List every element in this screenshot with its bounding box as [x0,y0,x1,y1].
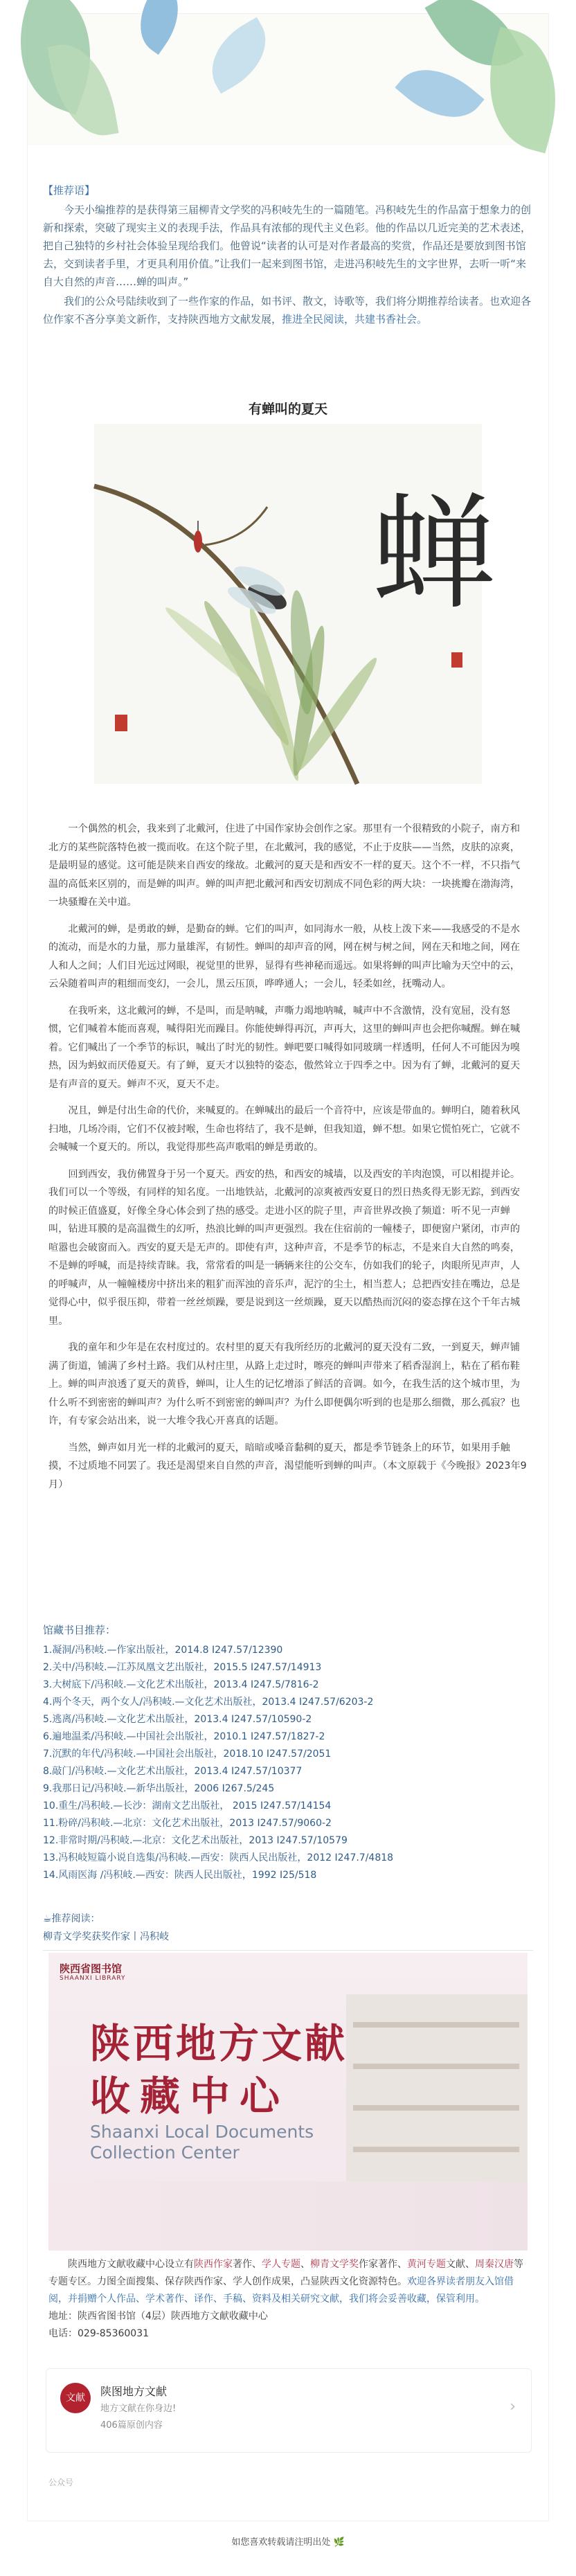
cicada-painting [94,424,496,784]
recommend-text: 我们的公众号陆续收到了一些作家的作品，如书评、散文，诗歌等，我们将分期推荐给读者。也欢迎各位作家不吝分享美文新作，支持陕西地方文献发展， [43,295,532,325]
catalog-item: 13.冯积岐短篇小说自选集/冯积岐.—西安：陕西人民出版社，2012 I247.7/4818 [43,1852,394,1863]
account-card[interactable] [46,2368,532,2453]
seal-stamp [115,715,127,731]
painting-svg [94,424,496,784]
article-paragraph: 在我听来，这北戴河的蝉，不是叫，而是呐喊，声嘶力竭地呐喊，喊声中不含激情，没有宽屈，没有怒惯，它们喊着本能而喜观，喊得阳光而躁目。你能使蝉得再沉，声再大，这里的蝉叫声也会把你喊醒。蝉在喊着。它们喊出了一个季节的标识，喊出了时光的韧性。蝉吧要口喊得如同玻璃一样透明，任何人不可能因为嗅热，因为蚂蚁而厌倦夏天。有了蝉，夏天才以独特的姿态，傲然耸立于四季之中。因为有了蝉，北戴河的夏天是有声音的夏天。蝉声不灭，夏天不走。 [48,1005,521,1090]
library-logo: 陕西省图书馆 [60,1962,123,1975]
promo-title-line1: 陕西地方文献 [90,2020,348,2067]
recommend-tag: 【推荐语】 [43,184,96,197]
catalog-section [43,1622,533,1884]
article-paragraph: 我的童年和少年是在农村度过的。农村里的夏天有我所经历的北戴河的夏天没有二致，一到夏天，蝉声铺满了街道，铺满了乡村土路。我们从村庄里，从路上走过时，嚓亮的蝉叫声带来了稻香湿润上，粘在了稻布鞋上。蝉的叫声浪透了夏天的黄昏，蝉叫，让人生的记忆增添了鲜活的音调。如今，在我生活的这个城市里，为什么听不到密密的蝉叫声？为什么听不到密密的蝉叫声？为什么即便偶尔听到的也是那么细微，那么孤寂？也许，有专家会站出来，说一大堆令我心开喜真的话题。 [48,1342,521,1426]
catalog-heading: 馆藏书目推荐： [43,1624,116,1636]
small-insect [194,521,202,553]
recommendation-section [43,181,533,330]
account-name: 陕图地方文献 [100,2385,168,2398]
account-avatar: 文献 [60,2383,91,2413]
promo-title-line2: 收藏中心 [90,2073,290,2120]
library-phone: 电话：029-85360031 [48,2328,150,2339]
reading-label: ☕推荐阅读： [43,1913,100,1924]
promo-en-line1: Shaanxi Local Documents [90,2122,314,2142]
library-intro [48,2256,528,2343]
catalog-item: 2.关中/冯积岐.—江苏凤凰文艺出版社，2015.5 I247.57/14913 [43,1662,322,1673]
catalog-item: 3.大树底下/冯积岐.—文化艺术出版社，2013.4 I247.5/7816-2 [43,1679,319,1690]
catalog-item: 1.凝洞/冯积岐.—作家出版社，2014.8 I247.57/12390 [43,1645,283,1656]
reprint-notice: 如您喜欢转载请注明出处 🌿 [231,2537,345,2548]
catalog-item: 5.逃离/冯积岐.—文化艺术出版社，2013.4 I247.57/10590-2 [43,1714,312,1725]
article-paragraph: 北戴河的蝉，是勇敢的蝉，是勤奋的蝉。它们的叫声，如同海水一般，从枝上泼下来——我感受的不是水的流动，而是水的力量，那力量雄浑，有韧性。蝉叫的却声音的网，网在树与树之间，网在天和地之间，网在人和人之间；人们目光远过网眼，视觉里的世界，显得有些神秘而遥远。如果将蝉的叫声比喻为天空中的云，云朵随着叫声的粗细而变幻，一会儿，黑云压顶，哗哗通人；一会儿，轻柔如丝，抚嘴动人。 [48,923,521,990]
catalog-item: 7.沉默的年代/冯积岐.—中国社会出版社，2018.10 I247.57/2051 [43,1748,332,1760]
promo-stripe [48,2181,528,2251]
recommend-paragraph: 今天小编推荐的是获得第三届柳青文学奖的冯积岐先生的一篇随笔。冯积岐先生的作品富于想象力的创新和探索，突破了现实主义的表现手法，作品具有浓郁的现代主义色彩。他的作品以几近完美的艺术表述，把自己独特的乡村社会体验呈现给我们。他曾说“读者的认可是对作者最高的奖赏，作品还是要放到图书馆去，交到读者手里，才更具利用价值。”让我们一起来到图书馆，走进冯积岐先生的文字世界，去听一听“来自大自然的声音……蝉的叫声。” [43,204,532,288]
seal-stamp [451,652,462,668]
leaf-decoration [125,0,195,55]
leaf-decoration [197,17,281,94]
divider [43,1950,533,1951]
recommended-reading [43,1911,533,1951]
library-logo-en: SHAANXI LIBRARY [60,1975,126,1982]
intro-paragraph: 陕西地方文献收藏中心设立有陕西作家著作、学人专题、柳青文学奖作家著作、黄河专题文献、周秦汉唐等专题专区。力图全面搜集、保存陕西作家、学人创作成果，凸显陕西文化资源特色。欢迎各界读者朋友入馆借阅，并捐赠个人作品、学术著作、译作、手稿、资料及相关研究文献，我们将会妥善收藏，保管利用。 [48,2259,523,2305]
recommend-slogan-link[interactable]: 推进全民阅读，共建书香社会。 [282,313,428,325]
chevron-right-icon: › [510,2398,516,2415]
calligraphy-character: 蝉 [371,482,496,627]
header-banner [28,14,548,145]
library-address: 地址：陕西省图书馆（4层）陕西地方文献收藏中心 [48,2311,268,2322]
account-type-label: 公众号 [48,2478,74,2487]
promo-en-line2: Collection Center [90,2143,240,2163]
catalog-item: 9.我那日记/冯积岐.—新华出版社，2006 I267.5/245 [43,1783,275,1794]
catalog-item: 12.非常时期/冯积岐.—北京：文化艺术出版社，2013 I247.57/10579 [43,1835,348,1846]
catalog-item: 6.遍地温柔/冯积岐.—中国社会出版社，2010.1 I247.57/1827-2 [43,1731,325,1742]
article-paragraph: 况且，蝉是付出生命的代价，来喊夏的。在蝉喊出的最后一个音符中，应该是带血的。蝉明白，随着秋风扫地，几场冷雨，它们不仅被封喉，生命也将结了，我不是蝉，但我知道，蝉不想。如果它慌怕死亡，它就不会喊喊一个夏天的。所以，我觉得那些高声歌唱的蝉是勇敢的。 [48,1105,521,1153]
account-description: 地方文献在你身边! [100,2404,177,2414]
library-promo-banner [48,1953,528,2251]
leaf-decoration [47,37,118,143]
catalog-list [43,1642,533,1884]
reading-link[interactable]: 柳青文学奖获奖作家丨冯积岐 [43,1931,169,1942]
catalog-item: 8.敲门/冯积岐.—文化艺术出版社，2013.4 I247.57/10377 [43,1766,303,1777]
article-paragraph: 回到西安，我仿佛置身于另一个夏天。西安的热，和西安的城墙，以及西安的羊肉泡馍，可以相提并论。我们可以一个等级，有同样的知名度。一出地铁站，北戴河的凉爽被西安夏日的烈日热炙得无影无踪，到西安的时候正值盛夏，好像全身心体会到了热的感受。走进小区的院子里，声音世界改换了频道：听不见一声蝉叫，钻进耳膜的是高温微生的幻听，热浪比蝉的叫声更强烈。我在住宿前的一幢楼子，即便窗户紧闭，市声的喧嚣也会破窗而入。西安的夏天是无声的。即使有声，这种声音，不是季节的标志，不是来自大自然的鸣奏，不是蝉的呼喊，而是持续青睐。我，常常看的叫是一辆辆来往的公交车，仿如我们的轮子，肉眼所见声声，人的呼喊声，从一幢幢楼房中挤出来的粗犷而浑浊的音乐声，泥泞的尘土，相当惹人；总把西安挂在嘴边，总是觉得心中，似乎很压抑，带着一丝丝烦躁，要是说到这一丝烦躁，夏天以酷热而沉闷的姿态撑在这个千年古城里。 [48,1168,521,1327]
promo-english-title [90,2122,314,2163]
article-paragraph: 一个偶然的机会，我来到了北戴河，住进了中国作家协会创作之家。那里有一个很精致的小院子，南方和北方的某些院落特色被一揽而收。在这个院子里，在北戴河，我的感觉，不止于皮肤——当然，皮肤的凉爽，是最明显的感觉。这可能是陕来自西安的缘故。北戴河的夏天是和西安不一样的夏天。这个不一样，不只指气温的高低来区别的，而是蝉的叫声。蝉的叫声把北戴河和西安切割成不同色彩的两大块：一块挑瓣在渤海湾，一块骚瓣在关中道。 [48,823,521,908]
leaf-decoration [395,51,484,136]
article-title: 有蝉叫的夏天 [248,402,327,417]
catalog-item: 10.重生/冯积岐.—长沙：湖南文艺出版社， 2015 I247.57/14154 [43,1800,332,1812]
recommend-paragraph-2 [43,292,533,328]
catalog-item: 4.两个冬天，两个女人/冯积岐.—文化艺术出版社，2013.4 I247.57/6203-2 [43,1697,374,1708]
catalog-item: 14.风雨医海 /冯积岐.—西安：陕西人民出版社，1992 I25/518 [43,1870,317,1881]
catalog-item: 11.粉碎/冯积岐.—北京：文化艺术出版社，2013 I247.57/9060-2 [43,1818,332,1829]
article-body [48,820,528,1502]
article-paragraph: 当然，蝉声如月光一样的北戴河的夏天，暗暗或嗓音黏稠的夏天，都是季节链条上的环节，如果用手触摸，不过质地不同罢了。我还是渴望来自自然的声音，渴望能听到蝉的叫声。（本文原载于《今晚报》2023年9月） [48,1442,527,1490]
article-card [28,14,548,2521]
account-article-count: 406篇原创内容 [100,2420,163,2431]
